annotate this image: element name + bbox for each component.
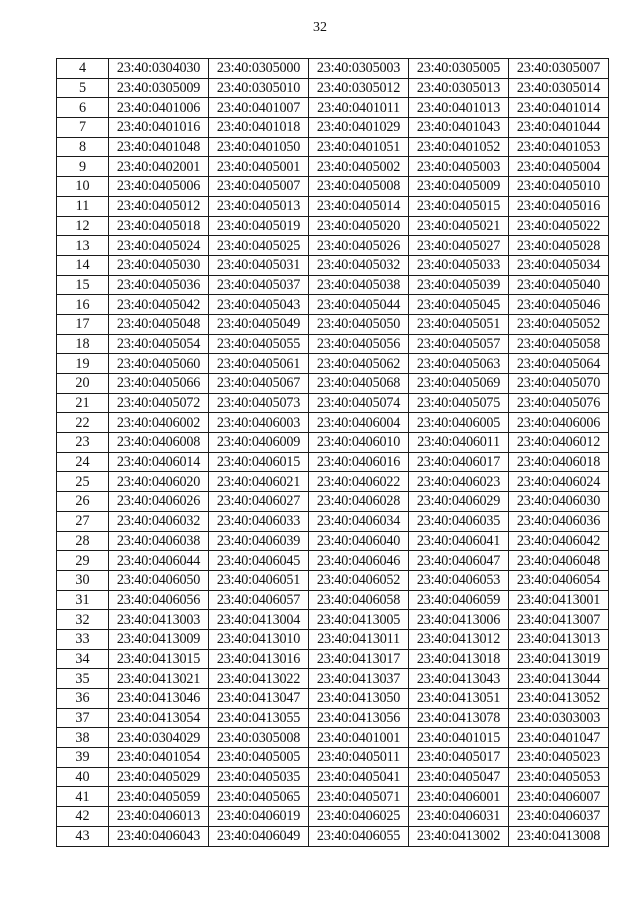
row-number-cell: 32 bbox=[57, 610, 109, 630]
cadastral-number-cell: 23:40:0405036 bbox=[109, 275, 209, 295]
row-number-cell: 19 bbox=[57, 354, 109, 374]
cadastral-number-cell: 23:40:0413013 bbox=[509, 629, 609, 649]
cadastral-number-cell: 23:40:0413037 bbox=[309, 669, 409, 689]
cadastral-number-cell: 23:40:0406009 bbox=[209, 433, 309, 453]
table-row bbox=[57, 393, 609, 413]
cadastral-number-cell: 23:40:0405069 bbox=[409, 374, 509, 394]
row-number-cell: 9 bbox=[57, 157, 109, 177]
cadastral-number-cell: 23:40:0305000 bbox=[209, 59, 309, 79]
cadastral-number-cell: 23:40:0401029 bbox=[309, 118, 409, 138]
table-row bbox=[57, 413, 609, 433]
row-number-cell: 22 bbox=[57, 413, 109, 433]
cadastral-number-cell: 23:40:0305014 bbox=[509, 78, 609, 98]
cadastral-number-cell: 23:40:0405067 bbox=[209, 374, 309, 394]
table-row bbox=[57, 236, 609, 256]
row-number-cell: 27 bbox=[57, 511, 109, 531]
cadastral-number-cell: 23:40:0406026 bbox=[109, 492, 209, 512]
row-number-cell: 37 bbox=[57, 708, 109, 728]
cadastral-number-cell: 23:40:0406040 bbox=[309, 531, 409, 551]
cadastral-number-cell: 23:40:0405064 bbox=[509, 354, 609, 374]
cadastral-number-cell: 23:40:0406014 bbox=[109, 452, 209, 472]
cadastral-number-cell: 23:40:0406032 bbox=[109, 511, 209, 531]
cadastral-number-cell: 23:40:0405053 bbox=[509, 767, 609, 787]
cadastral-number-cell: 23:40:0405011 bbox=[309, 748, 409, 768]
cadastral-number-cell: 23:40:0405066 bbox=[109, 374, 209, 394]
cadastral-number-cell: 23:40:0406035 bbox=[409, 511, 509, 531]
cadastral-number-cell: 23:40:0405035 bbox=[209, 767, 309, 787]
cadastral-number-cell: 23:40:0405017 bbox=[409, 748, 509, 768]
row-number-cell: 21 bbox=[57, 393, 109, 413]
cadastral-number-cell: 23:40:0405020 bbox=[309, 216, 409, 236]
cadastral-number-cell: 23:40:0413047 bbox=[209, 689, 309, 709]
cadastral-number-cell: 23:40:0405054 bbox=[109, 334, 209, 354]
cadastral-number-cell: 23:40:0401054 bbox=[109, 748, 209, 768]
cadastral-number-cell: 23:40:0406037 bbox=[509, 807, 609, 827]
cadastral-number-cell: 23:40:0406027 bbox=[209, 492, 309, 512]
row-number-cell: 26 bbox=[57, 492, 109, 512]
cadastral-numbers-table bbox=[56, 58, 609, 847]
cadastral-number-cell: 23:40:0305012 bbox=[309, 78, 409, 98]
cadastral-number-cell: 23:40:0405025 bbox=[209, 236, 309, 256]
table-row bbox=[57, 748, 609, 768]
cadastral-number-cell: 23:40:0406020 bbox=[109, 472, 209, 492]
cadastral-number-cell: 23:40:0405071 bbox=[309, 787, 409, 807]
cadastral-number-cell: 23:40:0406002 bbox=[109, 413, 209, 433]
cadastral-number-cell: 23:40:0413050 bbox=[309, 689, 409, 709]
cadastral-number-cell: 23:40:0413007 bbox=[509, 610, 609, 630]
cadastral-number-cell: 23:40:0413052 bbox=[509, 689, 609, 709]
cadastral-number-cell: 23:40:0405044 bbox=[309, 295, 409, 315]
cadastral-number-cell: 23:40:0305010 bbox=[209, 78, 309, 98]
table-row bbox=[57, 374, 609, 394]
cadastral-number-cell: 23:40:0401050 bbox=[209, 137, 309, 157]
cadastral-number-cell: 23:40:0406039 bbox=[209, 531, 309, 551]
cadastral-number-cell: 23:40:0405075 bbox=[409, 393, 509, 413]
cadastral-number-cell: 23:40:0405073 bbox=[209, 393, 309, 413]
cadastral-number-cell: 23:40:0413005 bbox=[309, 610, 409, 630]
page-number: 32 bbox=[313, 20, 327, 35]
cadastral-number-cell: 23:40:0406025 bbox=[309, 807, 409, 827]
cadastral-number-cell: 23:40:0405034 bbox=[509, 255, 609, 275]
cadastral-number-cell: 23:40:0413078 bbox=[409, 708, 509, 728]
cadastral-number-cell: 23:40:0413016 bbox=[209, 649, 309, 669]
table-row bbox=[57, 137, 609, 157]
table-row bbox=[57, 118, 609, 138]
cadastral-number-cell: 23:40:0406016 bbox=[309, 452, 409, 472]
cadastral-number-cell: 23:40:0405015 bbox=[409, 196, 509, 216]
row-number-cell: 8 bbox=[57, 137, 109, 157]
cadastral-number-cell: 23:40:0406012 bbox=[509, 433, 609, 453]
cadastral-number-cell: 23:40:0406056 bbox=[109, 590, 209, 610]
cadastral-number-cell: 23:40:0413012 bbox=[409, 629, 509, 649]
cadastral-number-cell: 23:40:0405014 bbox=[309, 196, 409, 216]
cadastral-number-cell: 23:40:0406006 bbox=[509, 413, 609, 433]
cadastral-number-cell: 23:40:0413022 bbox=[209, 669, 309, 689]
row-number-cell: 38 bbox=[57, 728, 109, 748]
row-number-cell: 41 bbox=[57, 787, 109, 807]
cadastral-number-cell: 23:40:0413008 bbox=[509, 826, 609, 846]
cadastral-number-cell: 23:40:0406022 bbox=[309, 472, 409, 492]
row-number-cell: 43 bbox=[57, 826, 109, 846]
cadastral-number-cell: 23:40:0405059 bbox=[109, 787, 209, 807]
cadastral-number-cell: 23:40:0413054 bbox=[109, 708, 209, 728]
cadastral-number-cell: 23:40:0406049 bbox=[209, 826, 309, 846]
table-row bbox=[57, 708, 609, 728]
cadastral-number-cell: 23:40:0406021 bbox=[209, 472, 309, 492]
cadastral-number-cell: 23:40:0305005 bbox=[409, 59, 509, 79]
row-number-cell: 14 bbox=[57, 255, 109, 275]
cadastral-number-cell: 23:40:0406034 bbox=[309, 511, 409, 531]
cadastral-number-cell: 23:40:0303003 bbox=[509, 708, 609, 728]
cadastral-number-cell: 23:40:0401011 bbox=[309, 98, 409, 118]
cadastral-number-cell: 23:40:0305007 bbox=[509, 59, 609, 79]
cadastral-number-cell: 23:40:0305008 bbox=[209, 728, 309, 748]
cadastral-number-cell: 23:40:0405026 bbox=[309, 236, 409, 256]
cadastral-number-cell: 23:40:0405027 bbox=[409, 236, 509, 256]
cadastral-number-cell: 23:40:0305003 bbox=[309, 59, 409, 79]
row-number-cell: 16 bbox=[57, 295, 109, 315]
table-row bbox=[57, 334, 609, 354]
table-row bbox=[57, 689, 609, 709]
cadastral-number-cell: 23:40:0405070 bbox=[509, 374, 609, 394]
table-body bbox=[57, 59, 609, 847]
cadastral-number-cell: 23:40:0406001 bbox=[409, 787, 509, 807]
row-number-cell: 42 bbox=[57, 807, 109, 827]
cadastral-number-cell: 23:40:0401007 bbox=[209, 98, 309, 118]
cadastral-number-cell: 23:40:0406058 bbox=[309, 590, 409, 610]
row-number-cell: 17 bbox=[57, 314, 109, 334]
cadastral-number-cell: 23:40:0413055 bbox=[209, 708, 309, 728]
table-row bbox=[57, 590, 609, 610]
row-number-cell: 15 bbox=[57, 275, 109, 295]
cadastral-number-cell: 23:40:0406005 bbox=[409, 413, 509, 433]
cadastral-number-cell: 23:40:0406053 bbox=[409, 570, 509, 590]
cadastral-number-cell: 23:40:0405072 bbox=[109, 393, 209, 413]
cadastral-number-cell: 23:40:0401052 bbox=[409, 137, 509, 157]
table-row bbox=[57, 196, 609, 216]
cadastral-number-cell: 23:40:0405016 bbox=[509, 196, 609, 216]
table-row bbox=[57, 157, 609, 177]
cadastral-number-cell: 23:40:0401014 bbox=[509, 98, 609, 118]
cadastral-number-cell: 23:40:0401001 bbox=[309, 728, 409, 748]
table-row bbox=[57, 452, 609, 472]
cadastral-number-cell: 23:40:0406024 bbox=[509, 472, 609, 492]
cadastral-number-cell: 23:40:0405032 bbox=[309, 255, 409, 275]
table-row bbox=[57, 610, 609, 630]
cadastral-number-cell: 23:40:0401018 bbox=[209, 118, 309, 138]
cadastral-number-cell: 23:40:0401016 bbox=[109, 118, 209, 138]
row-number-cell: 34 bbox=[57, 649, 109, 669]
cadastral-number-cell: 23:40:0405013 bbox=[209, 196, 309, 216]
cadastral-number-cell: 23:40:0413019 bbox=[509, 649, 609, 669]
cadastral-number-cell: 23:40:0413051 bbox=[409, 689, 509, 709]
cadastral-number-cell: 23:40:0405076 bbox=[509, 393, 609, 413]
cadastral-number-cell: 23:40:0406029 bbox=[409, 492, 509, 512]
table-row bbox=[57, 433, 609, 453]
cadastral-number-cell: 23:40:0405051 bbox=[409, 314, 509, 334]
cadastral-number-cell: 23:40:0413044 bbox=[509, 669, 609, 689]
cadastral-number-cell: 23:40:0405062 bbox=[309, 354, 409, 374]
table-row bbox=[57, 354, 609, 374]
cadastral-number-cell: 23:40:0405001 bbox=[209, 157, 309, 177]
cadastral-number-cell: 23:40:0405040 bbox=[509, 275, 609, 295]
table-row bbox=[57, 275, 609, 295]
row-number-cell: 6 bbox=[57, 98, 109, 118]
cadastral-number-cell: 23:40:0406013 bbox=[109, 807, 209, 827]
cadastral-number-cell: 23:40:0405042 bbox=[109, 295, 209, 315]
table-row bbox=[57, 570, 609, 590]
cadastral-number-cell: 23:40:0401013 bbox=[409, 98, 509, 118]
cadastral-number-cell: 23:40:0413021 bbox=[109, 669, 209, 689]
cadastral-number-cell: 23:40:0406052 bbox=[309, 570, 409, 590]
cadastral-number-cell: 23:40:0406004 bbox=[309, 413, 409, 433]
table-row bbox=[57, 629, 609, 649]
table-row bbox=[57, 531, 609, 551]
row-number-cell: 11 bbox=[57, 196, 109, 216]
cadastral-number-cell: 23:40:0405018 bbox=[109, 216, 209, 236]
cadastral-number-cell: 23:40:0413046 bbox=[109, 689, 209, 709]
cadastral-number-cell: 23:40:0406018 bbox=[509, 452, 609, 472]
cadastral-number-cell: 23:40:0402001 bbox=[109, 157, 209, 177]
cadastral-number-cell: 23:40:0405005 bbox=[209, 748, 309, 768]
row-number-cell: 30 bbox=[57, 570, 109, 590]
cadastral-number-cell: 23:40:0406008 bbox=[109, 433, 209, 453]
cadastral-number-cell: 23:40:0406041 bbox=[409, 531, 509, 551]
cadastral-number-cell: 23:40:0406045 bbox=[209, 551, 309, 571]
cadastral-number-cell: 23:40:0405037 bbox=[209, 275, 309, 295]
cadastral-number-cell: 23:40:0405010 bbox=[509, 177, 609, 197]
cadastral-number-cell: 23:40:0405029 bbox=[109, 767, 209, 787]
cadastral-number-cell: 23:40:0405024 bbox=[109, 236, 209, 256]
row-number-cell: 18 bbox=[57, 334, 109, 354]
cadastral-number-cell: 23:40:0401048 bbox=[109, 137, 209, 157]
cadastral-number-cell: 23:40:0413018 bbox=[409, 649, 509, 669]
row-number-cell: 36 bbox=[57, 689, 109, 709]
table-row bbox=[57, 78, 609, 98]
cadastral-number-cell: 23:40:0405045 bbox=[409, 295, 509, 315]
cadastral-number-cell: 23:40:0406007 bbox=[509, 787, 609, 807]
cadastral-number-cell: 23:40:0413056 bbox=[309, 708, 409, 728]
cadastral-number-cell: 23:40:0304030 bbox=[109, 59, 209, 79]
row-number-cell: 13 bbox=[57, 236, 109, 256]
cadastral-number-cell: 23:40:0405049 bbox=[209, 314, 309, 334]
row-number-cell: 5 bbox=[57, 78, 109, 98]
cadastral-number-cell: 23:40:0405033 bbox=[409, 255, 509, 275]
cadastral-number-cell: 23:40:0401006 bbox=[109, 98, 209, 118]
table-row bbox=[57, 98, 609, 118]
cadastral-number-cell: 23:40:0406046 bbox=[309, 551, 409, 571]
cadastral-number-cell: 23:40:0413001 bbox=[509, 590, 609, 610]
cadastral-number-cell: 23:40:0405028 bbox=[509, 236, 609, 256]
cadastral-number-cell: 23:40:0413004 bbox=[209, 610, 309, 630]
cadastral-number-cell: 23:40:0405043 bbox=[209, 295, 309, 315]
table-row bbox=[57, 177, 609, 197]
cadastral-number-cell: 23:40:0405038 bbox=[309, 275, 409, 295]
row-number-cell: 40 bbox=[57, 767, 109, 787]
table-row bbox=[57, 472, 609, 492]
table-row bbox=[57, 59, 609, 79]
cadastral-number-cell: 23:40:0406038 bbox=[109, 531, 209, 551]
row-number-cell: 31 bbox=[57, 590, 109, 610]
cadastral-number-cell: 23:40:0406030 bbox=[509, 492, 609, 512]
cadastral-number-cell: 23:40:0406057 bbox=[209, 590, 309, 610]
cadastral-number-cell: 23:40:0304029 bbox=[109, 728, 209, 748]
cadastral-number-cell: 23:40:0401051 bbox=[309, 137, 409, 157]
cadastral-number-cell: 23:40:0401043 bbox=[409, 118, 509, 138]
cadastral-number-cell: 23:40:0406051 bbox=[209, 570, 309, 590]
cadastral-number-cell: 23:40:0405052 bbox=[509, 314, 609, 334]
cadastral-number-cell: 23:40:0405012 bbox=[109, 196, 209, 216]
table-row bbox=[57, 787, 609, 807]
cadastral-number-cell: 23:40:0406047 bbox=[409, 551, 509, 571]
cadastral-number-cell: 23:40:0406050 bbox=[109, 570, 209, 590]
table-row bbox=[57, 216, 609, 236]
table-row bbox=[57, 492, 609, 512]
cadastral-number-cell: 23:40:0401015 bbox=[409, 728, 509, 748]
row-number-cell: 35 bbox=[57, 669, 109, 689]
cadastral-number-cell: 23:40:0405058 bbox=[509, 334, 609, 354]
cadastral-number-cell: 23:40:0405065 bbox=[209, 787, 309, 807]
cadastral-number-cell: 23:40:0305009 bbox=[109, 78, 209, 98]
cadastral-number-cell: 23:40:0405002 bbox=[309, 157, 409, 177]
cadastral-number-cell: 23:40:0305013 bbox=[409, 78, 509, 98]
cadastral-number-cell: 23:40:0401047 bbox=[509, 728, 609, 748]
cadastral-number-cell: 23:40:0406031 bbox=[409, 807, 509, 827]
cadastral-number-cell: 23:40:0406054 bbox=[509, 570, 609, 590]
table-row bbox=[57, 767, 609, 787]
cadastral-number-cell: 23:40:0405007 bbox=[209, 177, 309, 197]
table-row bbox=[57, 826, 609, 846]
cadastral-number-cell: 23:40:0405061 bbox=[209, 354, 309, 374]
row-number-cell: 33 bbox=[57, 629, 109, 649]
cadastral-number-cell: 23:40:0406033 bbox=[209, 511, 309, 531]
table-row bbox=[57, 728, 609, 748]
cadastral-number-cell: 23:40:0401053 bbox=[509, 137, 609, 157]
row-number-cell: 23 bbox=[57, 433, 109, 453]
cadastral-number-cell: 23:40:0405041 bbox=[309, 767, 409, 787]
cadastral-number-cell: 23:40:0405056 bbox=[309, 334, 409, 354]
cadastral-number-cell: 23:40:0405022 bbox=[509, 216, 609, 236]
cadastral-number-cell: 23:40:0405019 bbox=[209, 216, 309, 236]
cadastral-number-cell: 23:40:0413043 bbox=[409, 669, 509, 689]
cadastral-number-cell: 23:40:0413010 bbox=[209, 629, 309, 649]
cadastral-number-cell: 23:40:0405008 bbox=[309, 177, 409, 197]
cadastral-number-cell: 23:40:0406044 bbox=[109, 551, 209, 571]
cadastral-number-cell: 23:40:0406048 bbox=[509, 551, 609, 571]
cadastral-number-cell: 23:40:0406011 bbox=[409, 433, 509, 453]
row-number-cell: 25 bbox=[57, 472, 109, 492]
cadastral-number-cell: 23:40:0406028 bbox=[309, 492, 409, 512]
cadastral-number-cell: 23:40:0405004 bbox=[509, 157, 609, 177]
cadastral-number-cell: 23:40:0405031 bbox=[209, 255, 309, 275]
row-number-cell: 29 bbox=[57, 551, 109, 571]
table-row bbox=[57, 807, 609, 827]
cadastral-number-cell: 23:40:0405023 bbox=[509, 748, 609, 768]
cadastral-number-cell: 23:40:0405009 bbox=[409, 177, 509, 197]
row-number-cell: 39 bbox=[57, 748, 109, 768]
cadastral-number-cell: 23:40:0401044 bbox=[509, 118, 609, 138]
cadastral-number-cell: 23:40:0406010 bbox=[309, 433, 409, 453]
cadastral-number-cell: 23:40:0405003 bbox=[409, 157, 509, 177]
cadastral-number-cell: 23:40:0406017 bbox=[409, 452, 509, 472]
cadastral-number-cell: 23:40:0406055 bbox=[309, 826, 409, 846]
cadastral-number-cell: 23:40:0406059 bbox=[409, 590, 509, 610]
table-row bbox=[57, 669, 609, 689]
cadastral-number-cell: 23:40:0413003 bbox=[109, 610, 209, 630]
cadastral-number-cell: 23:40:0405063 bbox=[409, 354, 509, 374]
cadastral-number-cell: 23:40:0413017 bbox=[309, 649, 409, 669]
cadastral-number-cell: 23:40:0413002 bbox=[409, 826, 509, 846]
cadastral-number-cell: 23:40:0405057 bbox=[409, 334, 509, 354]
cadastral-number-cell: 23:40:0413011 bbox=[309, 629, 409, 649]
cadastral-number-cell: 23:40:0405006 bbox=[109, 177, 209, 197]
cadastral-number-cell: 23:40:0413015 bbox=[109, 649, 209, 669]
cadastral-number-cell: 23:40:0405021 bbox=[409, 216, 509, 236]
cadastral-number-cell: 23:40:0405047 bbox=[409, 767, 509, 787]
row-number-cell: 10 bbox=[57, 177, 109, 197]
cadastral-number-cell: 23:40:0405039 bbox=[409, 275, 509, 295]
row-number-cell: 7 bbox=[57, 118, 109, 138]
cadastral-number-cell: 23:40:0406015 bbox=[209, 452, 309, 472]
cadastral-number-cell: 23:40:0405055 bbox=[209, 334, 309, 354]
table-row bbox=[57, 511, 609, 531]
cadastral-number-cell: 23:40:0406003 bbox=[209, 413, 309, 433]
cadastral-number-cell: 23:40:0405060 bbox=[109, 354, 209, 374]
table-row bbox=[57, 649, 609, 669]
table-row bbox=[57, 314, 609, 334]
cadastral-number-cell: 23:40:0405048 bbox=[109, 314, 209, 334]
row-number-cell: 20 bbox=[57, 374, 109, 394]
cadastral-number-cell: 23:40:0405046 bbox=[509, 295, 609, 315]
cadastral-number-cell: 23:40:0405074 bbox=[309, 393, 409, 413]
cadastral-number-cell: 23:40:0406036 bbox=[509, 511, 609, 531]
cadastral-number-cell: 23:40:0413006 bbox=[409, 610, 509, 630]
row-number-cell: 4 bbox=[57, 59, 109, 79]
table-row bbox=[57, 551, 609, 571]
cadastral-number-cell: 23:40:0413009 bbox=[109, 629, 209, 649]
row-number-cell: 28 bbox=[57, 531, 109, 551]
cadastral-number-cell: 23:40:0405068 bbox=[309, 374, 409, 394]
cadastral-number-cell: 23:40:0406043 bbox=[109, 826, 209, 846]
table-row bbox=[57, 255, 609, 275]
cadastral-number-cell: 23:40:0406023 bbox=[409, 472, 509, 492]
table-row bbox=[57, 295, 609, 315]
cadastral-number-cell: 23:40:0405030 bbox=[109, 255, 209, 275]
cadastral-number-cell: 23:40:0405050 bbox=[309, 314, 409, 334]
cadastral-number-cell: 23:40:0406042 bbox=[509, 531, 609, 551]
row-number-cell: 24 bbox=[57, 452, 109, 472]
row-number-cell: 12 bbox=[57, 216, 109, 236]
cadastral-number-cell: 23:40:0406019 bbox=[209, 807, 309, 827]
